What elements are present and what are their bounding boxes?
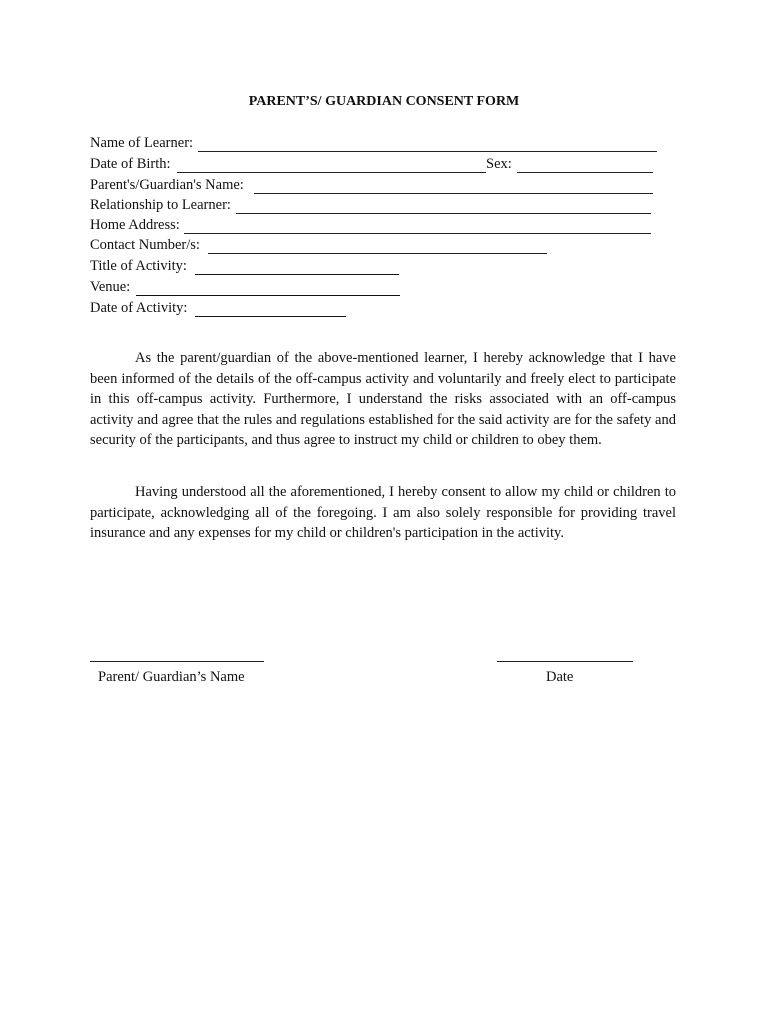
relationship-field[interactable] <box>90 196 652 216</box>
name-of-learner-field[interactable] <box>90 134 658 154</box>
date-of-activity-label: Date of Activity: <box>90 300 188 316</box>
date-of-birth-label: Date of Birth: <box>90 156 171 172</box>
contact-number-line[interactable] <box>208 253 547 254</box>
venue-line[interactable] <box>136 295 400 296</box>
date-of-birth-line[interactable] <box>177 172 486 173</box>
date-of-birth-field[interactable] <box>90 155 654 175</box>
form-title: PARENT’S/ GUARDIAN CONSENT FORM <box>248 94 520 109</box>
contact-number-field[interactable] <box>90 236 550 256</box>
guardian-name-line[interactable] <box>254 193 653 194</box>
name-of-learner-label: Name of Learner: <box>90 135 194 151</box>
date-signature-line[interactable] <box>497 661 633 662</box>
title-of-activity-label: Title of Activity: <box>90 258 187 274</box>
venue-label: Venue: <box>90 279 131 295</box>
home-address-label: Home Address: <box>90 217 180 233</box>
date-signature-label: Date <box>546 669 574 685</box>
date-of-activity-field[interactable] <box>90 299 350 319</box>
guardian-name-label: Parent's/Guardian's Name: <box>90 177 244 193</box>
guardian-signature-line[interactable] <box>90 661 264 662</box>
relationship-line[interactable] <box>236 213 651 214</box>
title-of-activity-field[interactable] <box>90 257 402 277</box>
guardian-signature-label: Parent/ Guardian’s Name <box>98 669 245 685</box>
contact-number-label: Contact Number/s: <box>90 237 200 253</box>
date-of-activity-line[interactable] <box>195 316 346 317</box>
acknowledgement-paragraph: As the parent/guardian of the above-mentioned learner, I hereby acknowledge that I have been informed of the details of the off-campus activity and voluntarily and freely elect to participate in this off-campus activity. Furthermore, I understand the risks associated with an off-campus activity and agree that the rules and regulations established for the said activity are for the safety and security of the participants, and thus agree to instruct my child or children to obey them. <box>90 350 676 448</box>
venue-field[interactable] <box>90 278 402 298</box>
guardian-name-field[interactable] <box>90 176 654 196</box>
consent-paragraph: Having understood all the aforementioned, I hereby consent to allow my child or children to participate, acknowledging all of the foregoing. I am also solely responsible for providing travel insurance and any expenses for my child or children's participation in the activity. <box>90 484 676 541</box>
sex-label: Sex: <box>486 156 512 172</box>
name-of-learner-line[interactable] <box>198 151 657 152</box>
title-of-activity-line[interactable] <box>195 274 399 275</box>
home-address-field[interactable] <box>90 216 652 236</box>
sex-line[interactable] <box>517 172 653 173</box>
home-address-line[interactable] <box>184 233 651 234</box>
relationship-label: Relationship to Learner: <box>90 197 231 213</box>
